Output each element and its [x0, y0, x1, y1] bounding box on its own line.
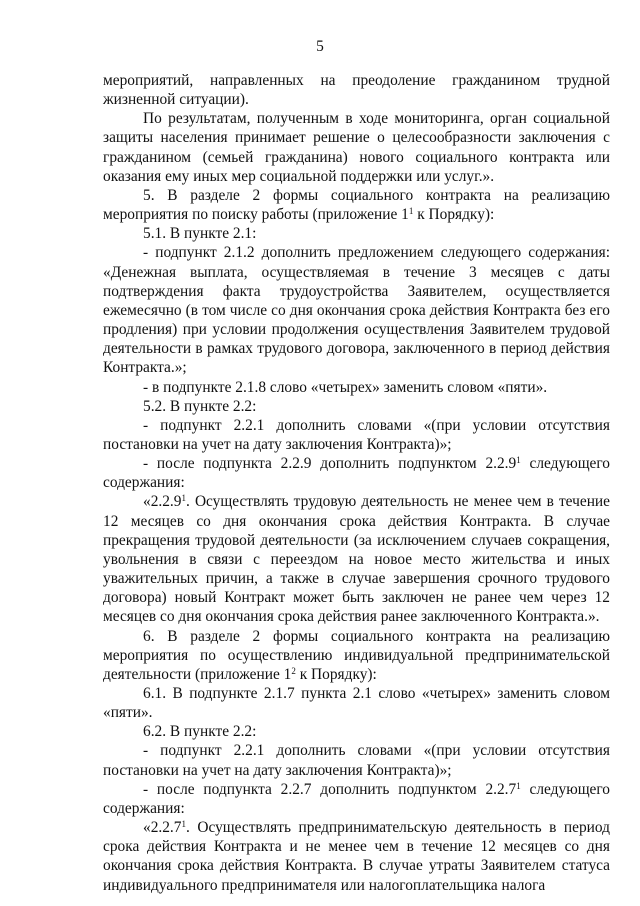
- paragraph: [103, 627, 610, 684]
- paragraph: - подпункт 2.2.1 дополнить словами «(при условии отсутствия постановки на учет на дату заключения Контракта)»;: [103, 416, 610, 453]
- paragraph: 5.1. В пункте 2.1:: [143, 225, 257, 243]
- paragraph: 6.2. В пункте 2.2:: [143, 723, 257, 741]
- paragraph: [103, 454, 610, 492]
- superscript: 1: [181, 493, 186, 504]
- paragraph-text: - после подпункта 2.2.7 дополнить подпунктом 2.2.7: [143, 780, 517, 798]
- paragraph: [103, 818, 610, 895]
- paragraph-text: «2.2.7: [143, 819, 182, 837]
- superscript: 1: [181, 819, 186, 830]
- superscript: 1: [516, 780, 521, 791]
- paragraph-text: 6. В разделе 2 формы социального контракта на реализацию мероприятия по осуществлению индивидуальной предпринимательской деятельности (приложение 1: [103, 627, 610, 683]
- paragraph: мероприятий, направленных на преодоление гражданином трудной жизненной ситуации).: [103, 72, 610, 109]
- superscript: 1: [516, 455, 521, 466]
- paragraph: [103, 186, 610, 224]
- paragraph-text: следующего содержания:: [103, 455, 611, 492]
- paragraph-text: следующего содержания:: [103, 780, 611, 817]
- superscript: 1: [408, 206, 414, 217]
- paragraph-text: 5. В разделе 2 формы социального контракта на реализацию мероприятия по поиску работы (приложение 1: [103, 186, 610, 224]
- paragraph: 5.2. В пункте 2.2:: [143, 397, 257, 415]
- paragraph: 6.1. В подпункте 2.1.7 пункта 2.1 слово «четырех» заменить словом «пяти».: [103, 685, 610, 722]
- paragraph-text: . Осуществлять трудовую деятельность не менее чем в течение 12 месяцев со дня окончания срока действия Контракта. В случае прекращения трудовой деятельности (за исключением случаев сокращения, увольнения в связи с переездом на новое место жительства и иных уважительных причин, а также в случае завершения срочного трудового договора) новый Контракт может быть заключен не ранее чем через 12 месяцев со дня окончания срока действия ранее заключенного Контракта.».: [103, 493, 610, 626]
- document-body: [103, 71, 610, 895]
- paragraph-text: к Порядку):: [295, 665, 377, 683]
- paragraph-text: . Осуществлять предпринимательскую деятельность в период срока действия Контракта и не менее чем в течение 12 месяцев со дня окончания срока действия Контракта. В случае утраты Заявителем статуса индивидуального предпринимателя или налогоплательщика налога: [103, 819, 610, 894]
- paragraph-text: «2.2.9: [143, 493, 182, 511]
- paragraph: - подпункт 2.2.1 дополнить словами «(при условии отсутствия постановки на учет на дату заключения Контракта)»;: [103, 742, 610, 779]
- paragraph: [103, 492, 610, 626]
- paragraph: [103, 780, 610, 818]
- paragraph-text: - после подпункта 2.2.9 дополнить подпунктом 2.2.9: [143, 455, 517, 473]
- paragraph: - в подпункте 2.1.8 слово «четырех» заменить словом «пяти».: [143, 378, 548, 396]
- paragraph-text: к Порядку):: [413, 206, 495, 224]
- page-number: 5: [316, 38, 324, 55]
- superscript: 2: [291, 665, 296, 676]
- paragraph: По результатам, полученным в ходе мониторинга, орган социальной защиты населения принимает решение о целесообразности заключения с гражданином (семьей гражданина) нового социального контракта или оказания ему иных мер социальной поддержки или услуг.».: [103, 110, 610, 185]
- paragraph: - подпункт 2.1.2 дополнить предложением следующего содержания: «Денежная выплата, осуществляемая в течение 3 месяцев с даты подтверждения факта трудоустройства Заявителем, осуществляется ежемесячно (в том числе со дня окончания срока действия Контракта без его продления) при условии продолжения осуществления Заявителем трудовой деятельности в рамках трудового договора, заключенного в период действия Контракта.»;: [103, 244, 610, 377]
